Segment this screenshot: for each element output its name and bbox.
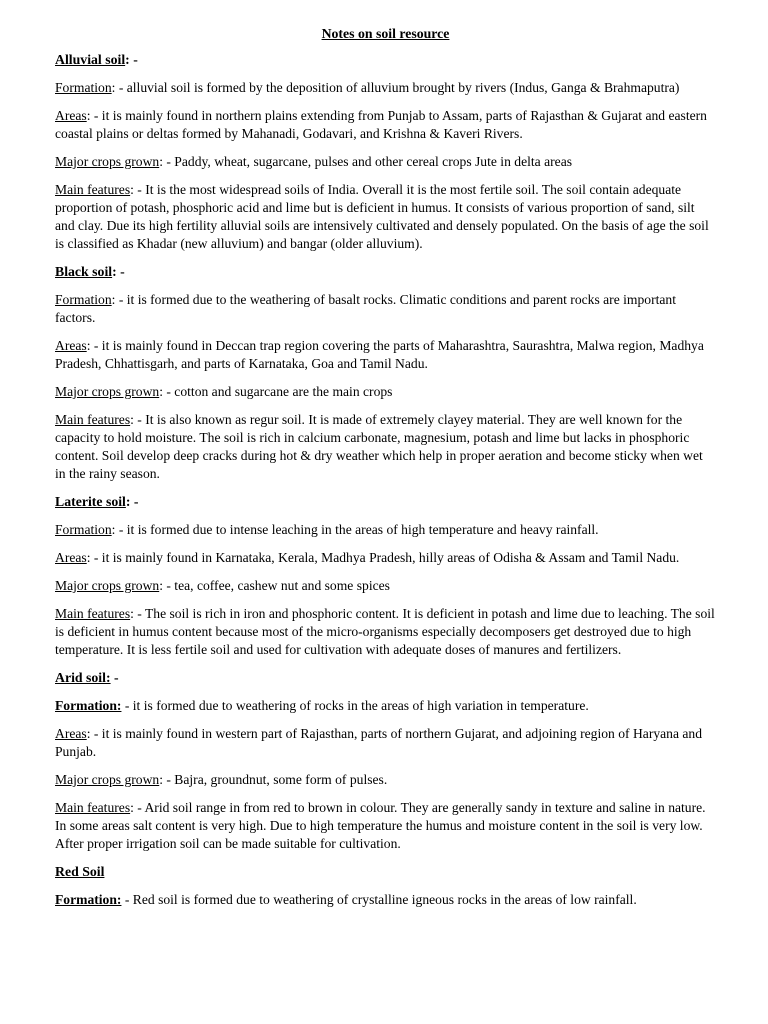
crops-paragraph [55, 577, 716, 595]
formation-label: Formation: [55, 698, 122, 713]
formation-label: Formation: [55, 892, 122, 907]
section-black-soil [55, 263, 716, 483]
section-heading [55, 263, 716, 281]
section-heading-name: Red Soil [55, 864, 105, 879]
areas-text: : - it is mainly found in Karnataka, Kerala, Madhya Pradesh, hilly areas of Odisha & Assam and Tamil Nadu. [86, 550, 680, 565]
areas-text: : - it is mainly found in northern plains extending from Punjab to Assam, parts of Rajasthan & Gujarat and eastern coastal plains or deltas formed by Mahanadi, Godavari, and Krishna & Kaveri Rivers. [55, 108, 707, 141]
formation-paragraph [55, 891, 716, 909]
section-heading-suffix: : - [125, 494, 139, 509]
features-text: : - The soil is rich in iron and phosphoric content. It is deficient in potash and lime due to leaching. The soil is deficient in humus content because most of the micro-organisms especially decomposers get destroyed due to high temperature. It is less fertile soil and used for cultivation with adequate doses of manures and fertilizers. [55, 606, 715, 657]
section-heading-suffix: : - [112, 264, 125, 279]
section-heading-suffix: : - [125, 52, 138, 67]
page-title: Notes on soil resource [321, 26, 450, 41]
features-text: : - Arid soil range in from red to brown in colour. They are generally sandy in texture and saline in nature. In some areas salt content is very high. Due to high temperature the humus and moisture content in the soil is very low. After proper irrigation soil can be made suitable for cultivation. [55, 800, 706, 851]
features-paragraph [55, 181, 716, 253]
section-heading-name: Arid soil: [55, 670, 111, 685]
formation-paragraph [55, 79, 716, 97]
features-label: Main features [55, 606, 131, 621]
features-label: Main features [55, 800, 131, 815]
section-heading-name: Black soil [55, 264, 113, 279]
areas-paragraph [55, 725, 716, 761]
section-alluvial-soil [55, 51, 716, 253]
section-heading [55, 863, 716, 881]
crops-paragraph [55, 771, 716, 789]
formation-text: - Red soil is formed due to weathering of crystalline igneous rocks in the areas of low rainfall. [121, 892, 637, 907]
section-heading-name: Laterite soil [55, 494, 126, 509]
areas-label: Areas [55, 550, 87, 565]
formation-label: Formation [55, 80, 112, 95]
areas-text: : - it is mainly found in Deccan trap region covering the parts of Maharashtra, Saurashtra, Malwa region, Madhya Pradesh, Chhattisgarh, and parts of Karnataka, Goa and Tamil Nadu. [55, 338, 704, 371]
crops-text: : - Paddy, wheat, sugarcane, pulses and other cereal crops Jute in delta areas [159, 154, 573, 169]
formation-paragraph [55, 291, 716, 327]
crops-text: : - Bajra, groundnut, some form of pulses. [159, 772, 388, 787]
section-arid-soil [55, 669, 716, 853]
section-heading [55, 51, 716, 69]
crops-paragraph [55, 383, 716, 401]
section-heading [55, 493, 716, 511]
areas-label: Areas [55, 726, 87, 741]
section-heading-suffix: - [110, 670, 119, 685]
crops-text: : - cotton and sugarcane are the main crops [159, 384, 393, 399]
areas-paragraph [55, 337, 716, 373]
crops-text: : - tea, coffee, cashew nut and some spices [159, 578, 390, 593]
areas-label: Areas [55, 108, 87, 123]
features-text: : - It is also known as regur soil. It is made of extremely clayey material. They are well known for the capacity to hold moisture. The soil is rich in calcium carbonate, magnesium, potash and lime but lacks in phosphoric content. Soil develop deep cracks during hot & dry weather which help in proper aeration and become sticky when wet in the rainy season. [55, 412, 703, 481]
formation-text: : - it is formed due to the weathering of basalt rocks. Climatic conditions and parent rocks are important factors. [55, 292, 677, 325]
formation-text: - it is formed due to weathering of rocks in the areas of high variation in temperature. [121, 698, 589, 713]
formation-label: Formation [55, 292, 112, 307]
formation-paragraph [55, 697, 716, 715]
areas-paragraph [55, 549, 716, 567]
formation-text: : - alluvial soil is formed by the deposition of alluvium brought by rivers (Indus, Ganga & Brahmaputra) [111, 80, 680, 95]
section-red-soil [55, 863, 716, 909]
features-text: : - It is the most widespread soils of India. Overall it is the most fertile soil. The soil contain adequate proportion of potash, phosphoric acid and lime but is deficient in humus. It consists of various proportion of sand, silt and clay. Due its high fertility alluvial soils are intensively cultivated and densely populated. On the basis of age the soil is classified as Khadar (new alluvium) and bangar (older alluvium). [55, 182, 709, 251]
features-paragraph [55, 411, 716, 483]
features-label: Main features [55, 182, 131, 197]
section-heading [55, 669, 716, 687]
formation-paragraph [55, 521, 716, 539]
crops-paragraph [55, 153, 716, 171]
formation-text: : - it is formed due to intense leaching in the areas of high temperature and heavy rainfall. [111, 522, 599, 537]
areas-paragraph [55, 107, 716, 143]
areas-label: Areas [55, 338, 87, 353]
section-heading-name: Alluvial soil [55, 52, 126, 67]
crops-label: Major crops grown [55, 578, 160, 593]
formation-label: Formation [55, 522, 112, 537]
features-label: Main features [55, 412, 131, 427]
features-paragraph [55, 605, 716, 659]
features-paragraph [55, 799, 716, 853]
areas-text: : - it is mainly found in western part of Rajasthan, parts of northern Gujarat, and adjoining region of Haryana and Punjab. [55, 726, 703, 759]
crops-label: Major crops grown [55, 384, 160, 399]
section-laterite-soil [55, 493, 716, 659]
crops-label: Major crops grown [55, 772, 160, 787]
crops-label: Major crops grown [55, 154, 160, 169]
